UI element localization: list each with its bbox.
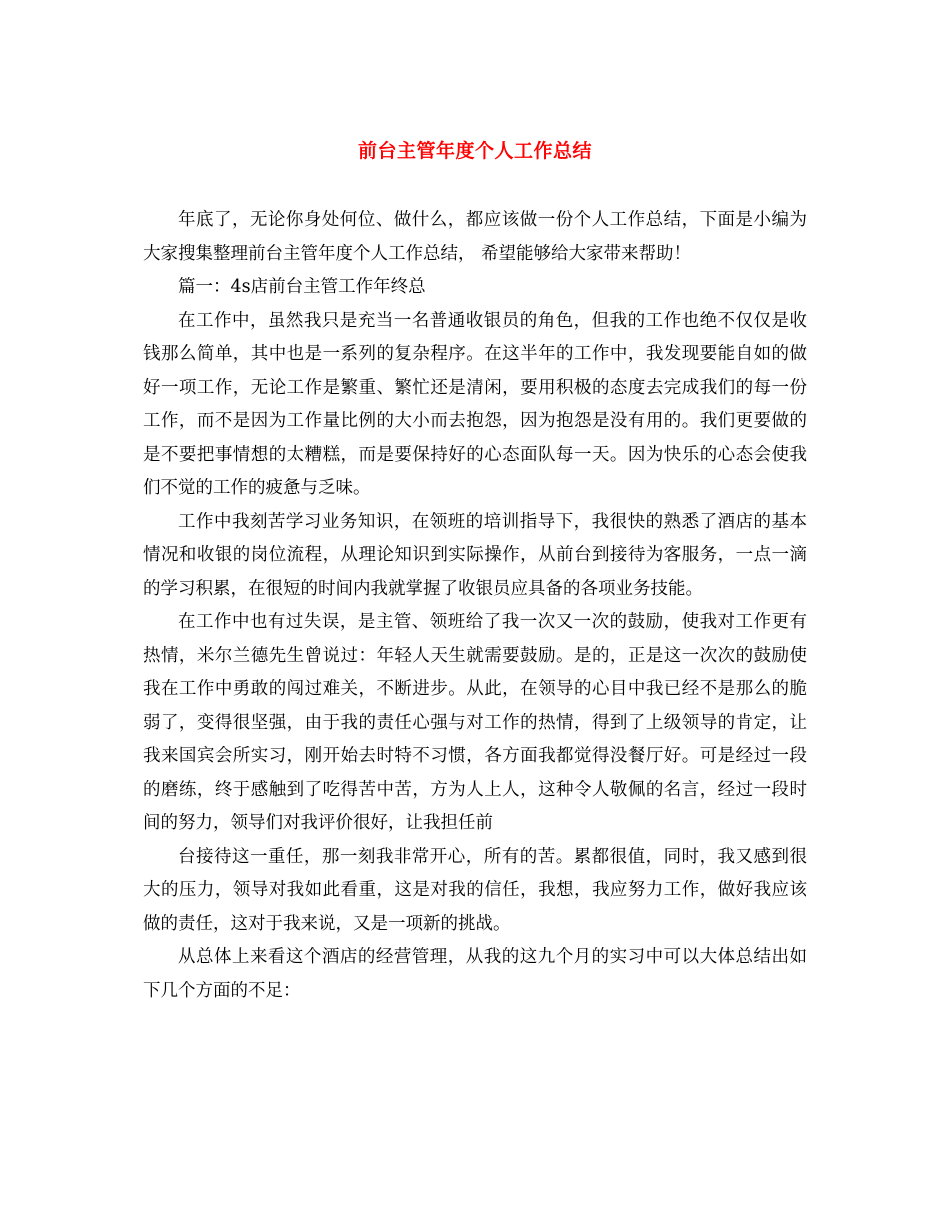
document-body [143,204,807,1008]
paragraph-body-2: 工作中我刻苦学习业务知识，在领班的培训指导下，我很快的熟悉了酒店的基本情况和收银的岗位流程，从理论知识到实际操作，从前台到接待为客服务，一点一滴的学习积累，在很短的时间内我就掌握了收银员应具备的各项业务技能。 [143,511,807,599]
document-title: 前台主管年度个人工作总结 [357,140,592,162]
paragraph-intro: 年底了，无论你身处何位、做什么，都应该做一份个人工作总结，下面是小编为大家搜集整理前台主管年度个人工作总结， 希望能够给大家带来帮助！ [143,210,807,264]
paragraph-body-4: 台接待这一重任，那一刻我非常开心，所有的苦。累都很值，同时，我又感到很大的压力，领导对我如此看重，这是对我的信任，我想，我应努力工作，做好我应该做的责任，这对于我来说，又是一项新的挑战。 [143,846,807,934]
paragraph-body-5: 从总体上来看这个酒店的经营管理，从我的这九个月的实习中可以大体总结出如下几个方面的不足： [143,947,807,1001]
paragraph-section-heading: 篇一：4s店前台主管工作年终总 [178,277,426,297]
paragraph-body-3: 在工作中也有过失误，是主管、领班给了我一次又一次的鼓励，使我对工作更有热情，米尔兰德先生曾说过：年轻人天生就需要鼓励。是的，正是这一次次的鼓励使我在工作中勇敢的闯过难关，不断进步。从此，在领导的心目中我已经不是那么的脆弱了，变得很坚强，由于我的责任心强与对工作的热情，得到了上级领导的肯定，让我来国宾会所实习，刚开始去时特不习惯，各方面我都觉得没餐厅好。可是经过一段的磨练，终于感触到了吃得苦中苦，方为人上人，这种令人敬佩的名言，经过一段时间的努力，领导们对我评价很好，让我担任前 [143,612,807,833]
paragraph-body-1: 在工作中，虽然我只是充当一名普通收银员的角色，但我的工作也绝不仅仅是收钱那么简单，其中也是一系列的复杂程序。在这半年的工作中，我发现要能自如的做好一项工作，无论工作是繁重、繁忙还是清闲，要用积极的态度去完成我们的每一份工作，而不是因为工作量比例的大小而去抱怨，因为抱怨是没有用的。我们更要做的是不要把事情想的太糟糕，而是要保持好的心态面队每一天。因为快乐的心态会使我们不觉的工作的疲惫与乏味。 [143,310,807,498]
